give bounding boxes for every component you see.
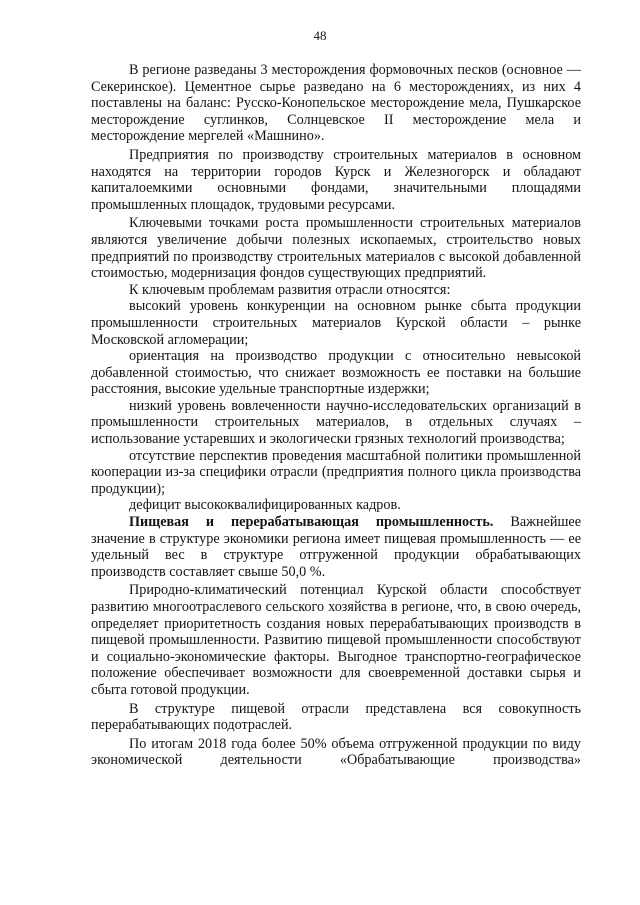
section-heading-food-industry: Пищевая и перерабатывающая промышленность. [129,514,494,531]
paragraph-problem-research: низкий уровень вовлеченности научно-исследовательских организаций в промышленности строительных материалов, в отдельных случаях – использование устаревших и экологически грязных технологий производства; [91,397,581,448]
paragraph-2018-results: По итогам 2018 года более 50% объема отгруженной продукции по виду экономической деятельности «Обрабатывающие производства» [91,735,581,769]
paragraph-deposits: В регионе разведаны 3 месторождения формовочных песков (основное — Секеринское). Цементное сырье разведано на 6 месторождениях, из них 4 поставлены на баланс: Русско-Конопельское месторождение мела, Пушкарское месторождение суглинков, Солнцевское II месторождение мела и месторождение мергелей «Машнино». [91,62,581,145]
paragraph-problem-staff: дефицит высококвалифицированных кадров. [129,497,401,514]
food-industry-text: Важнейшее значение в структуре экономики региона имеет пищевая промышленность — ее удельный вес в структуре отгруженной продукции обрабатывающих производств составляет свыше 50,0 %. [91,514,581,580]
body-text [91,62,581,769]
paragraph-problem-low-value: ориентация на производство продукции с относительно невысокой добавленной стоимостью, что снижает возможность ее поставки на большие расстояния, высокие удельные транспортные издержки; [91,348,581,398]
paragraph-growth-points: Ключевыми точками роста промышленности строительных материалов являются увеличение добычи полезных ископаемых, строительство новых предприятий по производству строительных материалов с высокой добавленной стоимостью, модернизация фондов существующих предприятий. [91,215,581,282]
paragraph-climate-potential: Природно-климатический потенциал Курской области способствует развитию многоотраслевого сельского хозяйства в регионе, что, в свою очередь, определяет приоритетность создания новых перерабатывающих производств в пищевой промышленности. Развитию пищевой промышленности способствуют и социально-экономические факторы. Выгодное транспортно-географическое положение обеспечивает возможности для своевременной доставки сырья и сбыта готовой продукции. [91,582,581,698]
paragraph-problems-intro: К ключевым проблемам развития отрасли относятся: [129,281,451,298]
paragraph-food-industry [91,514,581,580]
paragraph-problem-cooperation: отсутствие перспектив проведения масштабной политики промышленной кооперации из-за специфики отрасли (предприятия полного цикла производства продукции); [91,447,581,497]
page-number: 48 [313,28,327,43]
paragraph-problem-competition: высокий уровень конкуренции на основном рынке сбыта продукции промышленности строительных материалов Курской области – рынке Московской агломерации; [91,298,581,348]
paragraph-food-structure: В структуре пищевой отрасли представлена вся совокупность перерабатывающих подотраслей. [91,700,581,734]
paragraph-enterprises: Предприятия по производству строительных материалов в основном находятся на территории городов Курск и Железногорск и обладают капиталоемкими основными фондами, значительными площадями промышленных площадок, трудовыми ресурсами. [91,146,581,213]
